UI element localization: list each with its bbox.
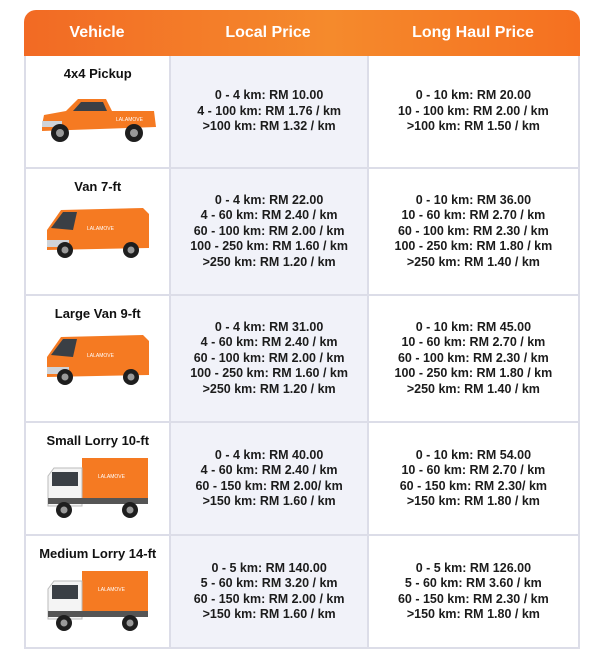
local-price-line: 4 - 60 km: RM 2.40 / km (200, 208, 338, 223)
local-price-line: 0 - 4 km: RM 31.00 (214, 319, 324, 334)
svg-text:LALAMOVE: LALAMOVE (86, 226, 114, 232)
local-price-cell (171, 296, 368, 421)
local-price-line: 60 - 100 km: RM 2.00 / km (193, 223, 345, 238)
table-row (26, 167, 578, 294)
vehicle-cell (26, 423, 171, 534)
svg-text:LALAMOVE: LALAMOVE (86, 353, 114, 359)
long-haul-price-line: 0 - 10 km: RM 45.00 (415, 319, 532, 334)
local-price-cell (171, 536, 368, 647)
table-body (24, 56, 580, 649)
vehicle-name: 4x4 Pickup (63, 66, 132, 81)
vehicle-name: Small Lorry 10-ft (46, 433, 150, 448)
long-haul-price-line: >250 km: RM 1.40 / km (406, 381, 540, 396)
long-haul-price-cell (369, 536, 578, 647)
long-haul-price-line: 60 - 150 km: RM 2.30/ km (399, 478, 548, 493)
local-price-line: 60 - 150 km: RM 2.00 / km (193, 591, 345, 606)
header-vehicle: Vehicle (69, 24, 125, 41)
local-price-line: 0 - 4 km: RM 10.00 (214, 88, 324, 103)
small-lorry-icon (42, 454, 154, 529)
vehicle-cell (26, 536, 171, 647)
local-price-cell (171, 56, 368, 167)
vehicle-cell (26, 56, 171, 167)
long-haul-price-line: 10 - 100 km: RM 2.00 / km (397, 103, 549, 118)
svg-text:LALAMOVE: LALAMOVE (115, 117, 143, 123)
local-price-line: 60 - 100 km: RM 2.00 / km (193, 350, 345, 365)
local-price-line: 100 - 250 km: RM 1.60 / km (190, 239, 348, 254)
vehicle-name: Medium Lorry 14-ft (39, 546, 157, 561)
long-haul-price-line: 10 - 60 km: RM 2.70 / km (401, 463, 546, 477)
long-haul-price-line: 5 - 60 km: RM 3.60 / km (404, 576, 542, 590)
svg-text:LALAMOVE: LALAMOVE (97, 587, 125, 593)
table-row (26, 56, 578, 167)
svg-text:LALAMOVE: LALAMOVE (97, 474, 125, 480)
long-haul-price-line: 0 - 10 km: RM 20.00 (415, 88, 532, 103)
long-haul-price-line: 0 - 5 km: RM 126.00 (415, 560, 532, 575)
header-long-haul-price: Long Haul Price (412, 24, 534, 41)
van-icon (43, 200, 153, 269)
local-price-line: 0 - 5 km: RM 140.00 (211, 560, 327, 575)
long-haul-price-cell (369, 169, 578, 294)
vehicle-name: Van 7-ft (74, 179, 122, 194)
large-van-icon (43, 327, 153, 396)
local-price-line: 60 - 150 km: RM 2.00/ km (195, 478, 343, 493)
long-haul-price-cell (369, 56, 578, 167)
long-haul-price-cell (369, 296, 578, 421)
long-haul-price-line: 0 - 10 km: RM 54.00 (415, 447, 532, 462)
long-haul-price-line: >150 km: RM 1.80 / km (406, 607, 540, 621)
long-haul-price-line: 100 - 250 km: RM 1.80 / km (394, 239, 553, 254)
local-price-line: 5 - 60 km: RM 3.20 / km (200, 576, 338, 590)
vehicle-name: Large Van 9-ft (54, 306, 141, 321)
long-haul-price-line: >250 km: RM 1.40 / km (406, 254, 540, 269)
local-price-cell (171, 423, 368, 534)
long-haul-price-line: 0 - 10 km: RM 36.00 (415, 192, 532, 207)
table-row (26, 534, 578, 647)
local-price-line: 4 - 100 km: RM 1.76 / km (197, 103, 342, 118)
medium-lorry-icon (42, 567, 154, 642)
table-header (24, 10, 580, 56)
pricing-table (24, 10, 580, 649)
local-price-line: 100 - 250 km: RM 1.60 / km (190, 366, 348, 381)
local-price-line: >150 km: RM 1.60 / km (202, 494, 336, 508)
local-price-cell (171, 169, 368, 294)
header-local-price: Local Price (225, 24, 311, 41)
local-price-line: >150 km: RM 1.60 / km (202, 607, 336, 621)
long-haul-price-cell (369, 423, 578, 534)
vehicle-cell (26, 296, 171, 421)
long-haul-price-line: 60 - 100 km: RM 2.30 / km (397, 350, 549, 365)
vehicle-cell (26, 169, 171, 294)
table-row (26, 294, 578, 421)
long-haul-price-line: 100 - 250 km: RM 1.80 / km (394, 366, 553, 381)
long-haul-price-line: >100 km: RM 1.50 / km (406, 119, 540, 134)
long-haul-price-line: >150 km: RM 1.80 / km (406, 494, 540, 508)
pickup-truck-icon (36, 87, 160, 154)
local-price-line: >250 km: RM 1.20 / km (202, 381, 336, 396)
long-haul-price-line: 10 - 60 km: RM 2.70 / km (401, 208, 546, 223)
local-price-line: 4 - 60 km: RM 2.40 / km (200, 463, 338, 477)
local-price-line: 0 - 4 km: RM 22.00 (214, 192, 324, 207)
long-haul-price-line: 60 - 150 km: RM 2.30 / km (397, 591, 549, 606)
local-price-line: >250 km: RM 1.20 / km (202, 254, 336, 269)
local-price-line: 4 - 60 km: RM 2.40 / km (200, 335, 338, 350)
long-haul-price-line: 10 - 60 km: RM 2.70 / km (401, 335, 546, 350)
local-price-line: 0 - 4 km: RM 40.00 (214, 447, 324, 462)
local-price-line: >100 km: RM 1.32 / km (202, 119, 336, 134)
table-row (26, 421, 578, 534)
long-haul-price-line: 60 - 100 km: RM 2.30 / km (397, 223, 549, 238)
